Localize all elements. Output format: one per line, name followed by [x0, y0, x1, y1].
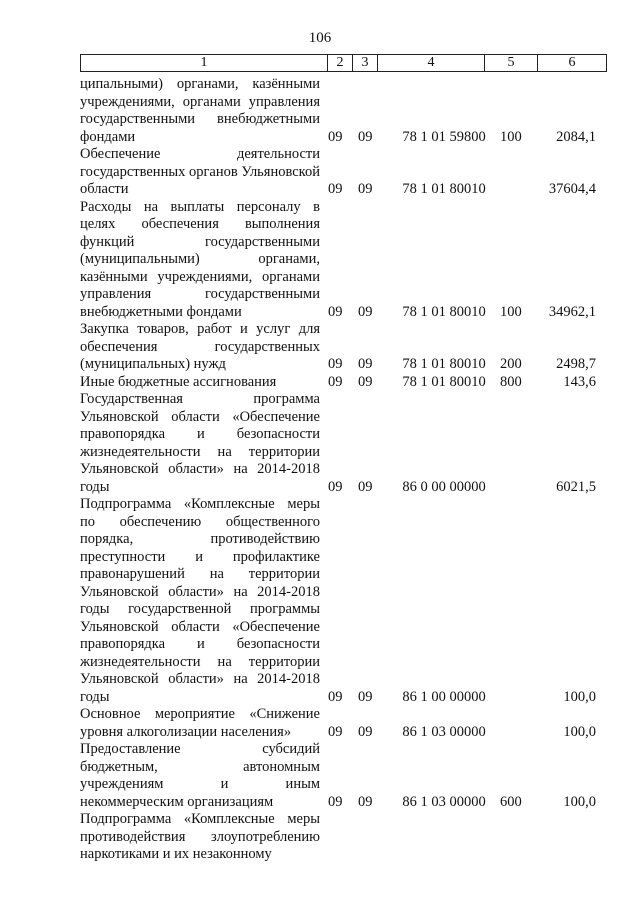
row-section: 09: [328, 303, 343, 320]
row-expense-type: 100: [500, 303, 522, 320]
row-description: ципальными) органами, казёнными учреждениями, органами управления государственными внебюджетными фондами: [80, 76, 320, 145]
row-amount: 2084,1: [556, 128, 596, 145]
row-description: Государственная программа Ульяновской области «Обеспечение правопорядка и безопасности жизнедеятельности на территории Ульяновской области» на 2014-2018 годы: [80, 391, 320, 495]
row-amount: 143,6: [563, 373, 596, 390]
row-description: Иные бюджетные ассигнования: [80, 373, 277, 390]
table-row: [80, 199, 608, 322]
row-target-code: 78 1 01 80010: [402, 181, 486, 197]
row-section: 09: [328, 356, 343, 372]
row-subsection: 09: [358, 723, 373, 740]
table-row: [80, 741, 608, 811]
row-description: Обеспечение деятельности государственных органов Ульяновской области: [80, 146, 320, 197]
row-subsection: 09: [358, 128, 373, 145]
row-section: 09: [328, 478, 343, 495]
table-row: [80, 146, 608, 199]
row-target-code: 78 1 01 80010: [402, 356, 486, 372]
row-description: Предоставление субсидий бюджетным, автономным учреждениям и иным некоммерческим организациям: [80, 741, 320, 810]
row-subsection: 09: [358, 181, 373, 197]
row-subsection: 09: [358, 356, 373, 372]
budget-table-body: [80, 76, 608, 864]
table-row: [80, 321, 608, 374]
row-section: 09: [328, 688, 343, 705]
row-subsection: 09: [358, 303, 373, 320]
header-col-3: 3: [353, 55, 378, 72]
row-section: 09: [328, 373, 343, 390]
row-amount: 100,0: [563, 688, 596, 705]
row-section: 09: [328, 181, 343, 197]
row-target-code: 78 1 01 80010: [402, 373, 486, 390]
row-section: 09: [328, 723, 343, 740]
row-target-code: 78 1 01 80010: [402, 303, 486, 320]
row-description: Основное мероприятие «Снижение уровня алкоголизации населения»: [80, 706, 320, 740]
row-expense-type: 800: [500, 373, 522, 390]
row-subsection: 09: [358, 373, 373, 390]
header-col-4: 4: [378, 55, 485, 72]
row-target-code: 86 1 00 00000: [402, 688, 486, 705]
row-amount: 100,0: [563, 793, 596, 810]
row-target-code: 86 1 03 00000: [402, 723, 486, 740]
table-row: [80, 811, 608, 864]
row-description: Подпрограмма «Комплексные меры противодействия злоупотреблению наркотиками и их незаконному: [80, 811, 320, 862]
row-subsection: 09: [358, 478, 373, 495]
row-subsection: 09: [358, 793, 373, 810]
header-col-5: 5: [485, 55, 538, 72]
row-amount: 2498,7: [556, 356, 596, 372]
row-section: 09: [328, 128, 343, 145]
row-description: Закупка товаров, работ и услуг для обеспечения государственных (муниципальных) нужд: [80, 321, 320, 372]
row-amount: 37604,4: [548, 181, 596, 197]
row-expense-type: 200: [500, 356, 522, 372]
header-col-2: 2: [328, 55, 353, 72]
row-section: 09: [328, 793, 343, 810]
row-expense-type: 100: [500, 128, 522, 145]
table-row: [80, 391, 608, 496]
header-col-1: 1: [81, 55, 328, 72]
row-amount: 34962,1: [548, 303, 596, 320]
row-description: Подпрограмма «Комплексные меры по обеспечению общественного порядка, противодействию преступности и профилактике правонарушений на территории Ульяновской области» на 2014-2018 годы государственной программы Ульяновской области «Обеспечение правопорядка и безопасности жизнедеятельности на территории Ульяновской области» на 2014-2018 годы: [80, 496, 320, 705]
row-amount: 6021,5: [556, 478, 596, 495]
row-target-code: 86 1 03 00000: [402, 793, 486, 810]
table-row: [80, 374, 608, 392]
row-target-code: 86 0 00 00000: [402, 478, 486, 495]
column-header-row: [80, 54, 607, 72]
row-description: Расходы на выплаты персоналу в целях обеспечения выполнения функций государственными (муниципальными) органами, казёнными учреждениями, органами управления государственными внебюджетными фондами: [80, 198, 320, 320]
page-number: 106: [308, 30, 332, 46]
table-row: [80, 706, 608, 741]
header-col-6: 6: [538, 55, 607, 72]
row-amount: 100,0: [563, 723, 596, 740]
table-row: [80, 496, 608, 706]
row-subsection: 09: [358, 688, 373, 705]
table-row: [80, 76, 608, 146]
row-expense-type: 600: [500, 793, 522, 810]
row-target-code: 78 1 01 59800: [402, 128, 486, 145]
